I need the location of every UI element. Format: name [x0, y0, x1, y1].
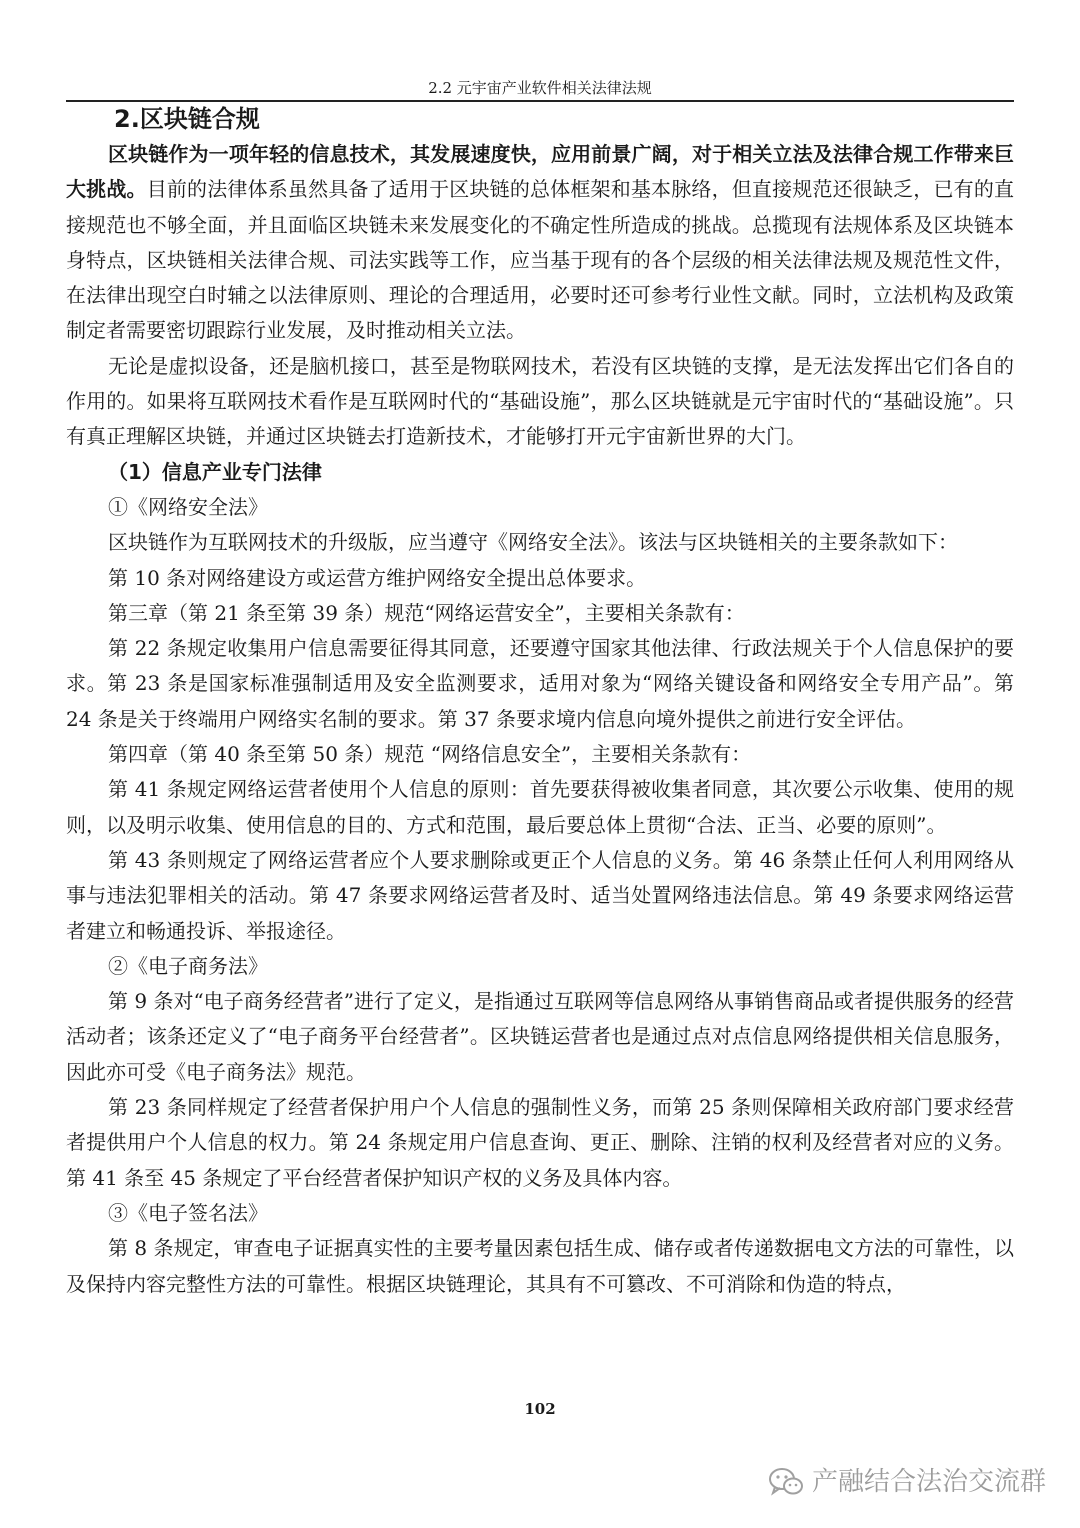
paragraph-intro-lead: 区块链作为一项年轻的信息技术，其发展速度快，应用前景广阔，对于相关立法及法律合规工作带来巨大挑战。	[66, 142, 1014, 202]
paragraph-metaverse: 无论是虚拟设备，还是脑机接口，甚至是物联网技术，若没有区块链的支撑，是无法发挥出它们各自的作用的。如果将互联网技术看作是互联网时代的“基础设施”，那么区块链就是元宇宙时代的“基础设施”。只有真正理解区块链，并通过区块链去打造新技术，才能够打开元宇宙新世界的大门。	[66, 353, 1014, 449]
paragraph-cyber-7: 第 43 条则规定了网络运营者应个人要求删除或更正个人信息的义务。第 46 条禁止任何人利用网络从事与违法犯罪相关的活动。第 47 条要求网络运营者及时、适当处置网络违法信息。第 49 条要求网络运营者建立和畅通投诉、举报途径。	[66, 847, 1014, 943]
paragraph-cyber-4: 第 22 条规定收集用户信息需要征得其同意，还要遵守国家其他法律、行政法规关于个人信息保护的要求。第 23 条是国家标准强制适用及安全监测要求，适用对象为“网络关键设备和网络安全专用产品”。第 24 条是关于终端用户网络实名制的要求。第 37 条要求境内信息向境外提供之前进行安全评估。	[66, 636, 1014, 731]
law-title-cybersecurity: ①《网络安全法》	[108, 494, 268, 519]
paragraph-cyber-2: 第 10 条对网络建设方或运营方维护网络安全提出总体要求。	[108, 565, 647, 590]
paragraph-cyber-3: 第三章（第 21 条至第 39 条）规范“网络运营安全”，主要相关条款有：	[108, 600, 745, 625]
page-number: 102	[524, 1400, 556, 1418]
watermark-text: 产融结合法治交流群	[811, 1467, 1046, 1497]
paragraph-ecommerce-1: 第 9 条对“电子商务经营者”进行了定义，是指通过互联网等信息网络从事销售商品或者提供服务的经营活动者；该条还定义了“电子商务平台经营者”。区块链运营者也是通过点对点信息网络提供相关信息服务，因此亦可受《电子商务法》规范。	[66, 989, 1014, 1084]
paragraph-ecommerce-2: 第 23 条同样规定了经营者保护用户个人信息的强制性义务，而第 25 条则保障相关政府部门要求经营者提供用户个人信息的权力。第 24 条规定用户信息查询、更正、删除、注销的权利及经营者对应的义务。第 41 条至 45 条规定了平台经营者保护知识产权的义务及具体内容。	[66, 1095, 1014, 1190]
law-title-esignature: ③《电子签名法》	[108, 1200, 268, 1225]
paragraph-cyber-1: 区块链作为互联网技术的升级版，应当遵守《网络安全法》。该法与区块链相关的主要条款如下：	[108, 530, 958, 555]
running-header: 2.2 元宇宙产业软件相关法律法规	[428, 79, 652, 97]
watermark	[768, 1462, 1046, 1502]
law-title-ecommerce: ②《电子商务法》	[108, 953, 268, 978]
subsection-title: （1）信息产业专门法律	[108, 459, 322, 484]
paragraph-esignature-1: 第 8 条规定，审查电子证据真实性的主要考量因素包括生成、储存或者传递数据电文方法的可靠性，以及保持内容完整性方法的可靠性。根据区块链理论，其具有不可篡改、不可消除和伪造的特点，	[66, 1236, 1014, 1296]
paragraph-cyber-5: 第四章（第 40 条至第 50 条）规范 “网络信息安全”，主要相关条款有：	[108, 742, 752, 767]
section-title: 2.区块链合规	[114, 105, 260, 133]
wechat-icon	[768, 1467, 804, 1497]
document-body	[66, 101, 1014, 1302]
paragraph-intro	[66, 137, 1014, 349]
paragraph-cyber-6: 第 41 条规定网络运营者使用个人信息的原则：首先要获得被收集者同意，其次要公示收集、使用的规则，以及明示收集、使用信息的目的、方式和范围，最后要总体上贯彻“合法、正当、必要的原则”。	[66, 777, 1014, 837]
paragraph-intro-body: 目前的法律体系虽然具备了适用于区块链的总体框架和基本脉络，但直接规范还很缺乏，已有的直接规范也不够全面，并且面临区块链未来发展变化的不确定性所造成的挑战。总揽现有法规体系及区块链本身特点，区块链相关法律合规、司法实践等工作，应当基于现有的各个层级的相关法律法规及规范性文件，在法律出现空白时辅之以法律原则、理论的合理适用，必要时还可参考行业性文献。同时，立法机构及政策制定者需要密切跟踪行业发展，及时推动相关立法。	[66, 177, 1015, 343]
